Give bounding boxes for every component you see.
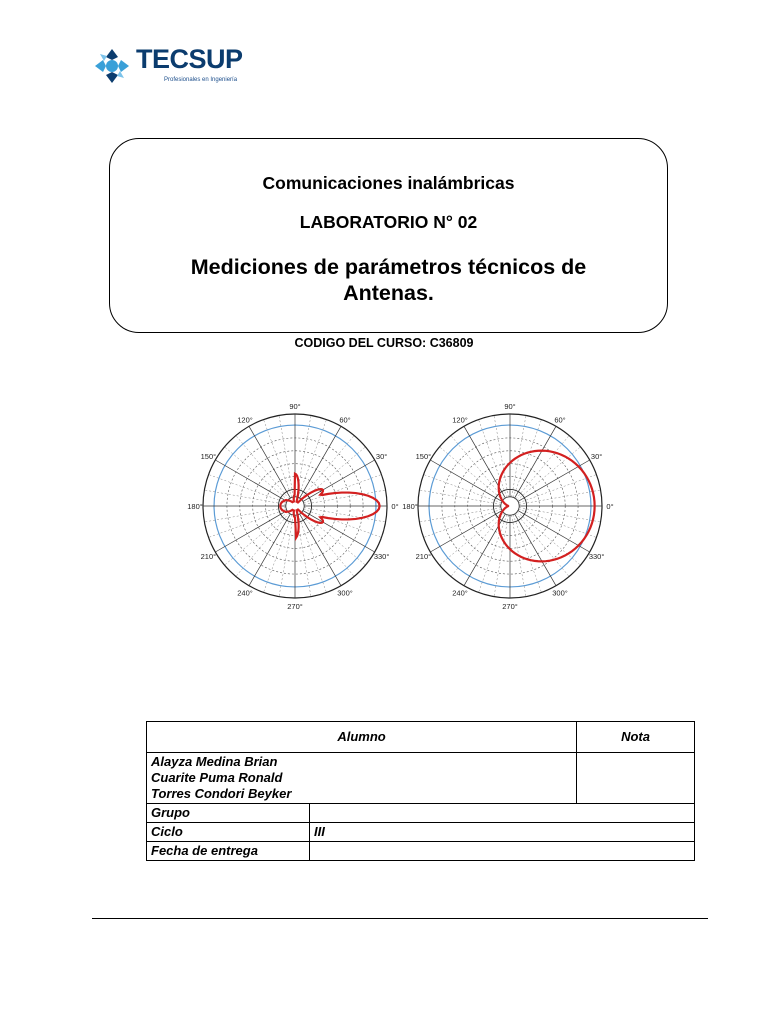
angle-label: 240° (237, 588, 253, 598)
angle-label: 30° (590, 452, 603, 461)
table-row (147, 842, 695, 861)
polar-spoke (519, 508, 601, 522)
main-title: Mediciones de parámetros técnicos de Antenas. (190, 255, 587, 305)
angle-label: 210° (415, 552, 432, 561)
angle-label: 210° (200, 552, 217, 561)
angle-label: 0° (391, 502, 399, 511)
angle-label: 60° (554, 415, 566, 425)
polar-spoke (516, 513, 569, 576)
polar-spoke (225, 447, 288, 500)
polar-spoke (204, 508, 286, 522)
row-label: Grupo (147, 804, 310, 823)
polar-spoke (204, 490, 286, 504)
footer-rule (92, 918, 708, 919)
polar-spoke (279, 515, 293, 597)
title-box (109, 138, 668, 333)
course-code: CODIGO DEL CURSO: C36809 (294, 336, 474, 350)
radiation-pattern-figures (187, 400, 630, 611)
student-name: Alayza Medina Brian (151, 754, 278, 769)
polar-spoke (494, 515, 508, 597)
polar-spoke (301, 436, 354, 499)
polar-spoke (236, 436, 289, 499)
angle-label: 0° (606, 502, 614, 511)
polar-spoke (419, 490, 501, 504)
table-row (147, 823, 695, 842)
polar-plot-directional (187, 402, 398, 611)
student-header: Alumno (147, 722, 577, 753)
angle-label: 240° (452, 588, 468, 598)
row-value (310, 804, 695, 823)
logo-wordmark: TECSUP (136, 44, 243, 74)
polar-spoke (494, 415, 508, 497)
angle-label: 300° (337, 588, 353, 598)
polar-spoke (440, 512, 503, 565)
grade-header: Nota (577, 722, 695, 753)
angle-label: 270° (502, 602, 518, 611)
angle-label: 330° (373, 552, 390, 561)
row-label: Fecha de entrega (147, 842, 310, 861)
polar-spoke (451, 436, 504, 499)
student-name: Torres Condori Beyker (151, 786, 292, 801)
angle-label: 150° (415, 452, 432, 461)
course-name: Comunicaciones inalámbricas (262, 173, 515, 193)
angle-label: 150° (200, 452, 217, 461)
angle-label: 330° (588, 552, 605, 561)
tecsup-logo-mark-icon (94, 48, 130, 84)
angle-label: 90° (289, 402, 301, 411)
angle-label: 300° (552, 588, 568, 598)
row-label: Ciclo (147, 823, 310, 842)
angle-label: 270° (287, 602, 303, 611)
tecsup-logo (94, 44, 254, 88)
polar-spoke (419, 508, 501, 522)
polar-inner-ring (501, 497, 519, 515)
student-info-table (146, 721, 695, 861)
polar-spoke (517, 447, 580, 500)
polar-spoke (519, 490, 601, 504)
student-name: Cuarite Puma Ronald (151, 770, 283, 785)
angle-label: 90° (504, 402, 516, 411)
logo-tagline: Profesionales en Ingeniería (164, 77, 238, 83)
polar-spoke (451, 513, 504, 576)
angle-label: 30° (375, 452, 388, 461)
polar-spoke (225, 512, 288, 565)
angle-label: 120° (237, 415, 253, 425)
row-value: III (310, 823, 695, 842)
row-value (310, 842, 695, 861)
polar-spoke (516, 436, 569, 499)
students-cell (147, 753, 577, 804)
polar-spoke (440, 447, 503, 500)
angle-label: 180° (402, 502, 418, 511)
angle-label: 120° (452, 415, 468, 425)
polar-spoke (301, 513, 354, 576)
table-row (147, 804, 695, 823)
polar-spoke (517, 512, 580, 565)
grade-cell (577, 753, 695, 804)
table-header-row (147, 722, 695, 753)
students-row (147, 753, 695, 804)
polar-spoke (279, 415, 293, 497)
polar-plot-cardioid (402, 402, 613, 611)
angle-label: 60° (339, 415, 351, 425)
angle-label: 180° (187, 502, 203, 511)
lab-title: LABORATORIO N° 02 (299, 212, 478, 232)
polar-spoke (236, 513, 289, 576)
